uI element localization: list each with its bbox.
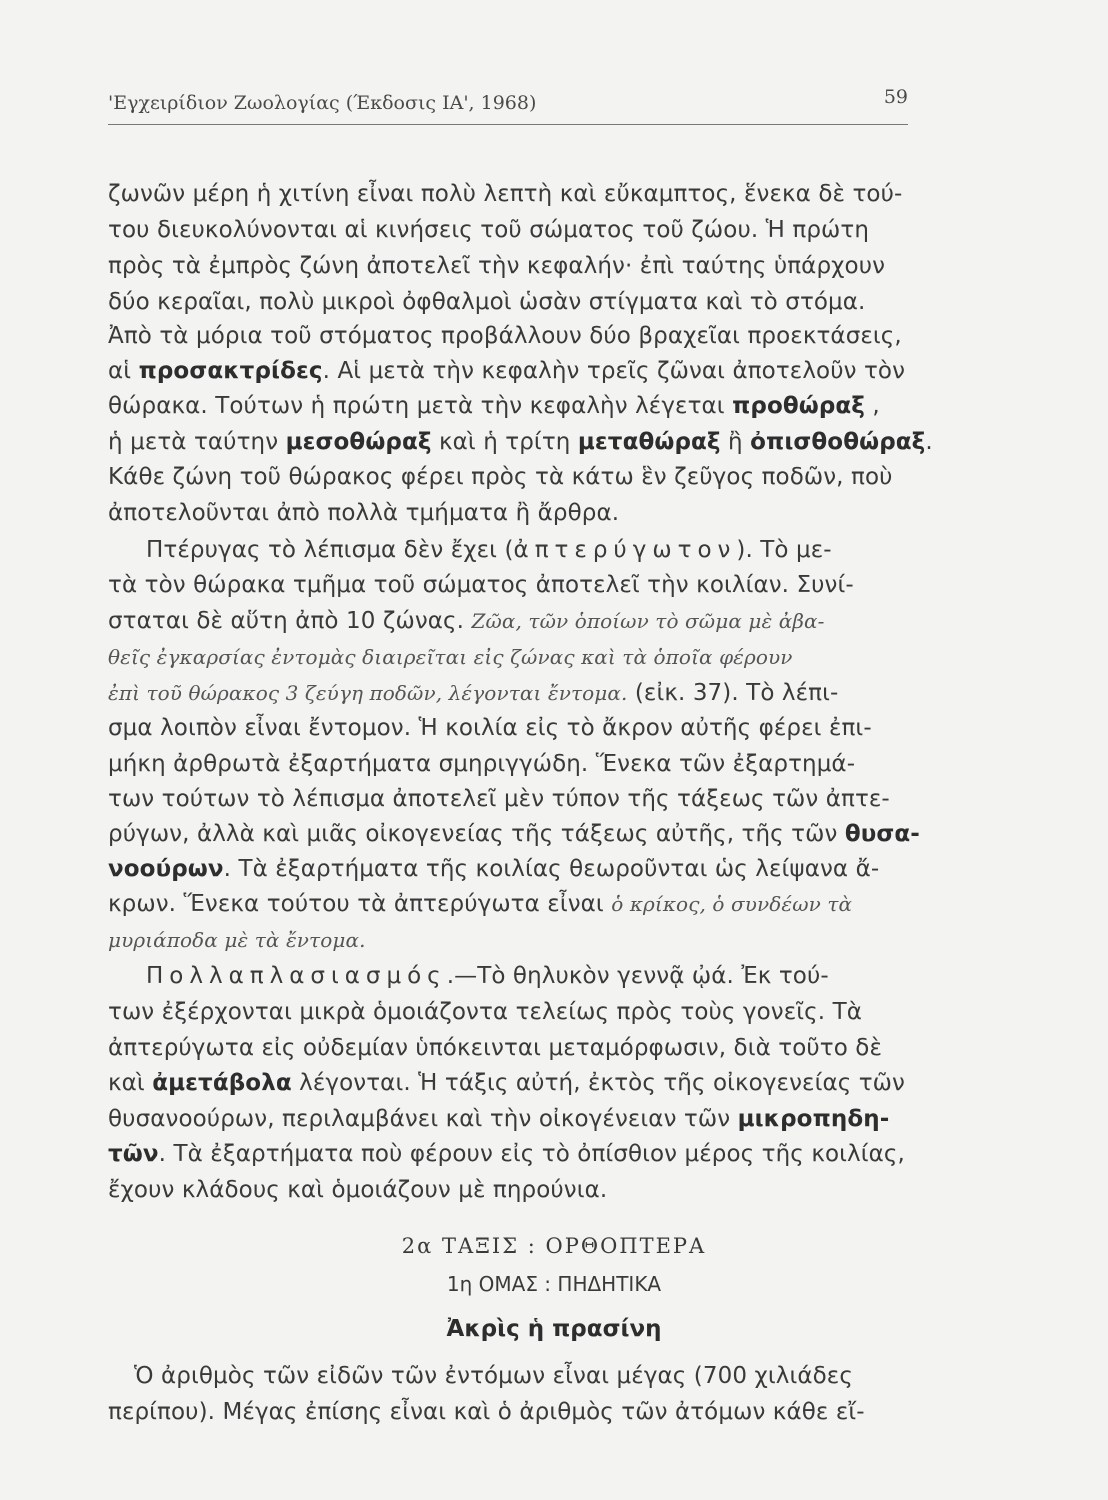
text-line: μήκη ἀρθρωτὰ ἐξαρτήματα σμηριγγώδη. Ἕνεκα τῶν ἐξαρτημά- [108,751,856,777]
term-apterygoton: ἀπτερύγωτον [513,537,737,563]
text-run: . Τὰ ἐξαρτήματα τῆς κοιλίας θεωροῦνται ὡς λείψανα ἄ- [223,856,880,882]
text-line: Ὁ ἀριθμὸς τῶν εἰδῶν τῶν ἐντόμων εἶναι μέγας (700 χιλιάδες [134,1363,853,1389]
text-line: περίπου). Μέγας ἐπίσης εἶναι καὶ ὁ ἀριθμὸς τῶν ἀτόμων κάθε εἴ- [108,1399,865,1425]
term-thysanoura-end: νοούρων [108,856,224,882]
text-run: . Αἱ μετὰ τὴν κεφαλὴν τρεῖς ζῶναι ἀποτελοῦν τὸν [322,358,906,384]
text-line: Ἀπὸ τὰ μόρια τοῦ στόματος προβάλλουν δύο βραχεῖαι προεκτάσεις, [108,323,902,349]
term-prosaktrides: προσακτρίδες [138,358,323,384]
book-title: 'Εγχειρίδιον Ζωολογίας (Έκδοσις ΙΑ', 1968) [108,92,537,114]
text-line: των ἐξέρχονται μικρὰ ὁμοιάζοντα τελείως πρὸς τοὺς γονεῖς. Τὰ [108,999,862,1025]
term-prothorax: προθώραξ [732,393,865,419]
section-order-heading: 2α ΤΑΞΙΣ : ΟΡΘΟΠΤΕΡΑ [401,1234,707,1258]
definition-italic: ἐπὶ τοῦ θώρακος 3 ζεύγη ποδῶν, λέγονται ἔντομα. [108,681,628,705]
text-line: Κάθε ζώνη τοῦ θώρακος φέρει πρὸς τὰ κάτω ἓν ζεῦγος ποδῶν, ποὺ [108,464,893,490]
subheading-reproduction: Πολλαπλασιασμός [146,963,447,989]
text-line: πρὸς τὰ ἐμπρὸς ζώνη ἀποτελεῖ τὴν κεφαλήν· ἐπὶ ταύτης ὑπάρχουν [108,253,886,279]
text-run: λέγονται. Ἡ τάξις αὐτή, ἐκτὸς τῆς οἰκογενείας τῶν [291,1070,905,1096]
tail-text [108,0,928,1500]
text-run: ). Τὸ με- [736,537,832,563]
term-mikropedeton: μικροπηδη- [737,1106,890,1132]
text-line: του διευκολύνονται αἱ κινήσεις τοῦ σώματος τοῦ ζώου. Ἡ πρώτη [108,217,870,243]
text-run: καὶ [108,1070,153,1096]
text-line: δύο κεραῖαι, πολὺ μικροὶ ὀφθαλμοὶ ὡσὰν στίγματα καὶ τὸ στόμα. [108,289,866,315]
term-mikropedeton-end: τῶν [108,1141,159,1167]
text-run: ἢ [720,429,751,455]
text-line-italic: μυριάποδα μὲ τὰ ἔντομα. [108,928,366,952]
text-line: των τούτων τὸ λέπισμα ἀποτελεῖ μὲν τύπον τῆς τάξεως τῶν ἀπτε- [108,786,890,812]
text-run: θυσανοούρων, περιλαμβάνει καὶ τὴν οἰκογένειαν τῶν [108,1106,738,1132]
text-line: ἔχουν κλάδους καὶ ὁμοιάζουν μὲ πηρούνια. [108,1177,608,1203]
term-opisthothorax: ὀπισθοθώραξ [750,429,926,455]
text-run: . Τὰ ἐξαρτήματα ποὺ φέρουν εἰς τὸ ὀπίσθιον μέρος τῆς κοιλίας, [158,1141,905,1167]
text-line: ἀποτελοῦνται ἀπὸ πολλὰ τμήματα ἢ ἄρθρα. [108,500,620,526]
text-line: ζωνῶν μέρη ἡ χιτίνη εἶναι πολὺ λεπτὴ καὶ εὔκαμπτος, ἕνεκα δὲ τού- [108,181,903,207]
term-metathorax: μεταθώραξ [577,429,721,455]
definition-italic: Ζῶα, τῶν ὁποίων τὸ σῶμα μὲ ἀβα- [471,609,825,633]
text-run: (εἰκ. 37). Τὸ λέπι- [627,680,839,706]
text-line: σμα λοιπὸν εἶναι ἔντομον. Ἡ κοιλία εἰς τὸ ἄκρον αὐτῆς φέρει ἐπι- [108,715,872,741]
text-run: ρύγων, ἀλλὰ καὶ μιᾶς οἰκογενείας τῆς τάξεως αὐτῆς, τῆς τῶν [108,821,845,847]
text-run: κρων. Ἕνεκα τούτου τὰ ἀπτερύγωτα εἶναι [108,891,612,917]
text-line-italic: θεῖς ἐγκαρσίας ἐντομὰς διαιρεῖται εἰς ζώνας καὶ τὰ ὁποῖα φέρουν [108,645,793,669]
section-group-heading: 1η ΟΜΑΣ : ΠΗΔΗΤΙΚΑ [446,1272,662,1296]
text-run: θώρακα. Τούτων ἡ πρώτη μετὰ τὴν κεφαλὴν λέγεται [108,393,733,419]
italic-phrase: ὁ κρίκος, ὁ συνδέων τὰ [611,892,853,916]
text-run: Πτέρυγας τὸ λέπισμα δὲν ἔχει ( [146,537,514,563]
term-ametabola: ἀμετάβολα [152,1070,292,1096]
page-number: 59 [883,86,908,108]
text-line: ἀπτερύγωτα εἰς οὐδεμίαν ὑπόκεινται μεταμόρφωσιν, διὰ τοῦτο δὲ [108,1035,883,1061]
text-run: σταται δὲ αὕτη ἀπὸ 10 ζώνας. [108,608,472,634]
text-run: , [865,393,880,419]
species-heading: Ἀκρὶς ἡ πρασίνη [446,1316,662,1342]
text-run: . [925,429,933,455]
text-run: ἡ μετὰ ταύτην [108,429,286,455]
term-mesothorax: μεσοθώραξ [285,429,432,455]
text-run: αἱ [108,358,139,384]
text-run: .—Τὸ θηλυκὸν γεννᾷ ᾠά. Ἐκ τού- [446,963,829,989]
text-run: καὶ ἡ τρίτη [431,429,578,455]
term-thysanoura: θυσα- [844,821,920,847]
text-line: τὰ τὸν θώρακα τμῆμα τοῦ σώματος ἀποτελεῖ τὴν κοιλίαν. Συνί- [108,572,854,598]
